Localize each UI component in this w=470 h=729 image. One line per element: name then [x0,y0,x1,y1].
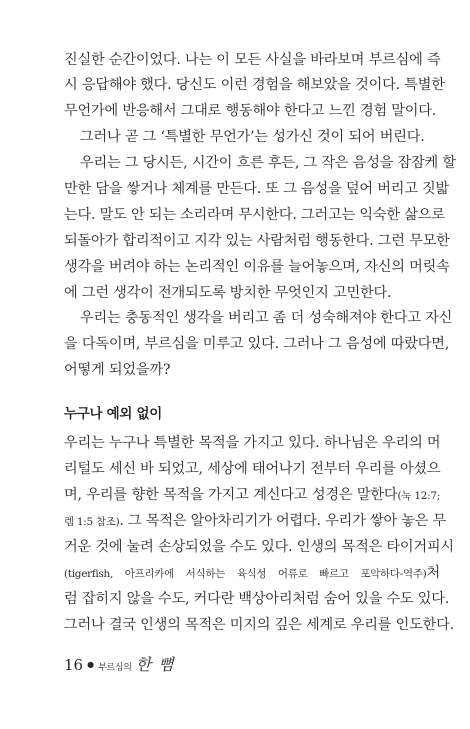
bullet-icon: ● [87,660,95,669]
section-line: 리털도 세신 바 되었고, 세상에 태어나기 전부터 우리를 아셨으 [64,461,441,477]
paragraph-line: 는다. 말도 안 되는 소리라며 무시한다. 그러고는 익숙한 삶으로 [64,207,445,223]
paragraph-line: 되돌아가 합리적이고 지각 있는 사람처럼 행동한다. 그런 무모한 [64,233,450,249]
page-number: 16 [64,656,84,674]
section-line: 그러나 결국 인생의 목적은 미지의 깊은 세계로 우리를 인도한다. [64,617,454,633]
paragraph-line: 그러나 곧 그 ‘특별한 무언가’는 성가신 것이 되어 버린다. [80,129,425,145]
paragraph-line: 생각을 버려야 하는 논리적인 이유를 늘어놓으며, 자신의 머릿속 [64,259,450,275]
section-text: . 그 목적은 알아차리기가 어렵다. 우리가 쌓아 놓은 무 [119,513,447,529]
section-line: 거운 것에 눌려 손상되었을 수도 있다. 인생의 목적은 타이거피시 [64,539,454,555]
paragraph-line: 우리는 충동적인 생각을 버리고 좀 더 성숙해져야 한다고 자신 [80,310,453,326]
section-text: 처 [426,565,440,581]
paragraph-line: 진실한 순간이었다. 나는 이 모든 사실을 바라보며 부르심에 즉 [64,52,441,68]
scripture-reference: (눅 12:7; [397,490,441,502]
scripture-reference: 렘 1:5 참조) [64,516,120,528]
paragraph-line: 우리는 그 당시든, 시간이 흐른 후든, 그 작은 음성을 잠잠케 할 [80,155,456,171]
book-title-small: 부르심의 [98,663,132,673]
section-line [64,485,440,506]
section-line [64,511,447,532]
book-title-large: 한 뼘 [135,655,175,674]
page-footer [64,652,175,675]
section-line: 럼 잡히지 않을 수도, 커다란 백상아리처럼 숨어 있을 수도 있다. [64,591,450,607]
paragraph-line: 에 그런 생각이 전개되도록 방치한 무엇인지 고민한다. [64,285,392,301]
paragraph-line: 시 응답해야 했다. 당신도 이런 경험을 해보았을 것이다. 특별한 [64,77,445,93]
translator-note: (tigerfish, 아프리카에 서식하는 육식성 어류로 빠르고 포악하다-역주) [64,568,427,580]
section-heading: 누구나 예외 없이 [64,406,162,422]
paragraph-line: 만한 담을 쌓거나 체계를 만든다. 또 그 음성을 덮어 버리고 짓밟 [64,181,450,197]
section-text: 며, 우리를 향한 목적을 가지고 계신다고 성경은 말한다 [64,487,398,503]
section-line [64,563,440,584]
paragraph-line: 무언가에 반응해서 그대로 행동해야 한다고 느낀 경험 말이다. [64,103,437,119]
paragraph-line: 어떻게 되었을까? [64,362,171,378]
paragraph-line: 을 다독이며, 부르심을 미루고 있다. 그러나 그 음성에 따랐다면, [64,336,450,352]
section-line: 우리는 누구나 특별한 목적을 가지고 있다. 하나님은 우리의 머 [64,435,441,451]
